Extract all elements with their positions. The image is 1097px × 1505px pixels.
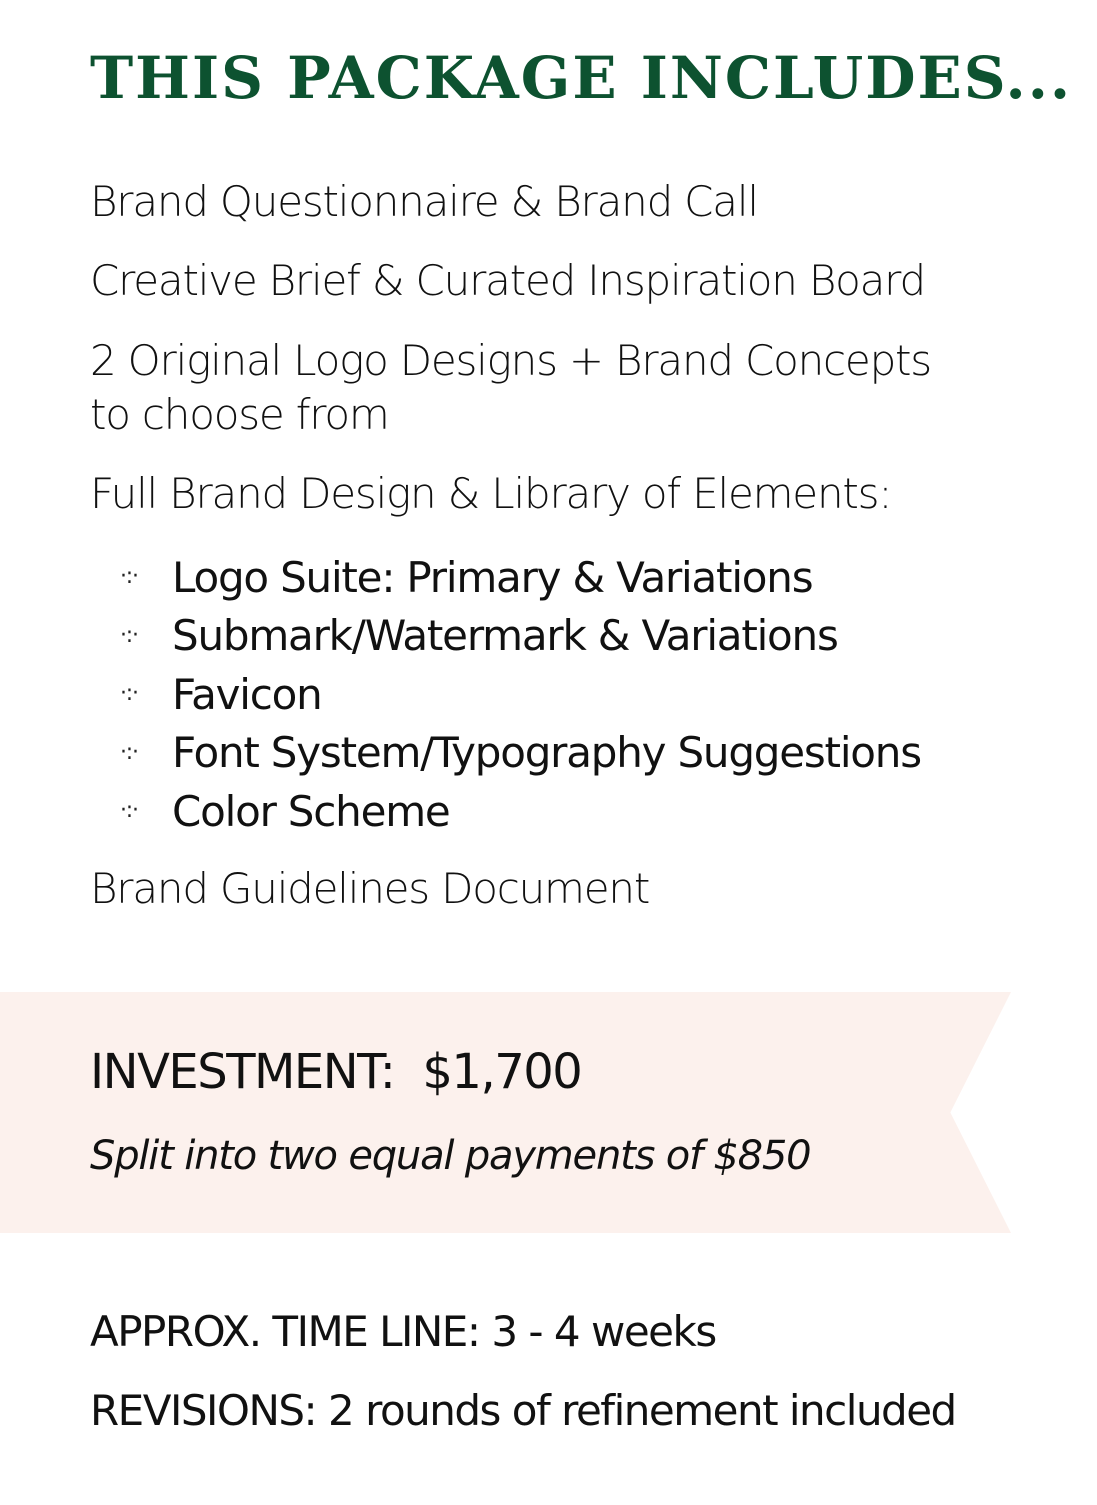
sub-item-label: Font System/Typography Suggestions [172, 728, 921, 778]
timeline-text: APPROX. TIME LINE: 3 - 4 weeks [90, 1307, 716, 1356]
sub-list-item [120, 782, 921, 841]
list-item-logo-designs-cont: to choose from [90, 390, 389, 439]
list-item-logo-designs: 2 Original Logo Designs + Brand Concepts [90, 336, 931, 385]
sub-list-item [120, 665, 921, 724]
elements-sub-list [120, 548, 921, 841]
payment-split-note: Split into two equal payments of $850 [90, 1133, 811, 1179]
revisions-text: REVISIONS: 2 rounds of refinement included [90, 1386, 956, 1435]
bullet-icon: ·:· [120, 622, 138, 648]
bullet-icon: ·:· [120, 798, 138, 824]
sub-item-label: Submark/Watermark & Variations [172, 611, 838, 661]
investment-price: $1,700 [422, 1044, 582, 1100]
sub-list-item [120, 724, 921, 783]
list-item-questionnaire: Brand Questionnaire & Brand Call [90, 177, 758, 226]
list-item-creative-brief: Creative Brief & Curated Inspiration Board [90, 256, 925, 305]
sub-list-item [120, 607, 921, 666]
sub-item-label: Favicon [172, 669, 322, 719]
sub-item-label: Color Scheme [172, 786, 450, 836]
list-item-full-brand-design: Full Brand Design & Library of Elements: [90, 469, 892, 518]
investment-label: INVESTMENT: [90, 1044, 395, 1100]
sub-item-label: Logo Suite: Primary & Variations [172, 552, 813, 602]
page-title: THIS PACKAGE INCLUDES... [90, 44, 1073, 112]
investment-banner [0, 992, 1011, 1233]
bullet-icon: ·:· [120, 739, 138, 765]
investment-line [90, 1042, 581, 1102]
sub-list-item [120, 548, 921, 607]
bullet-icon: ·:· [120, 564, 138, 590]
bullet-icon: ·:· [120, 681, 138, 707]
list-item-brand-guidelines: Brand Guidelines Document [90, 864, 650, 913]
